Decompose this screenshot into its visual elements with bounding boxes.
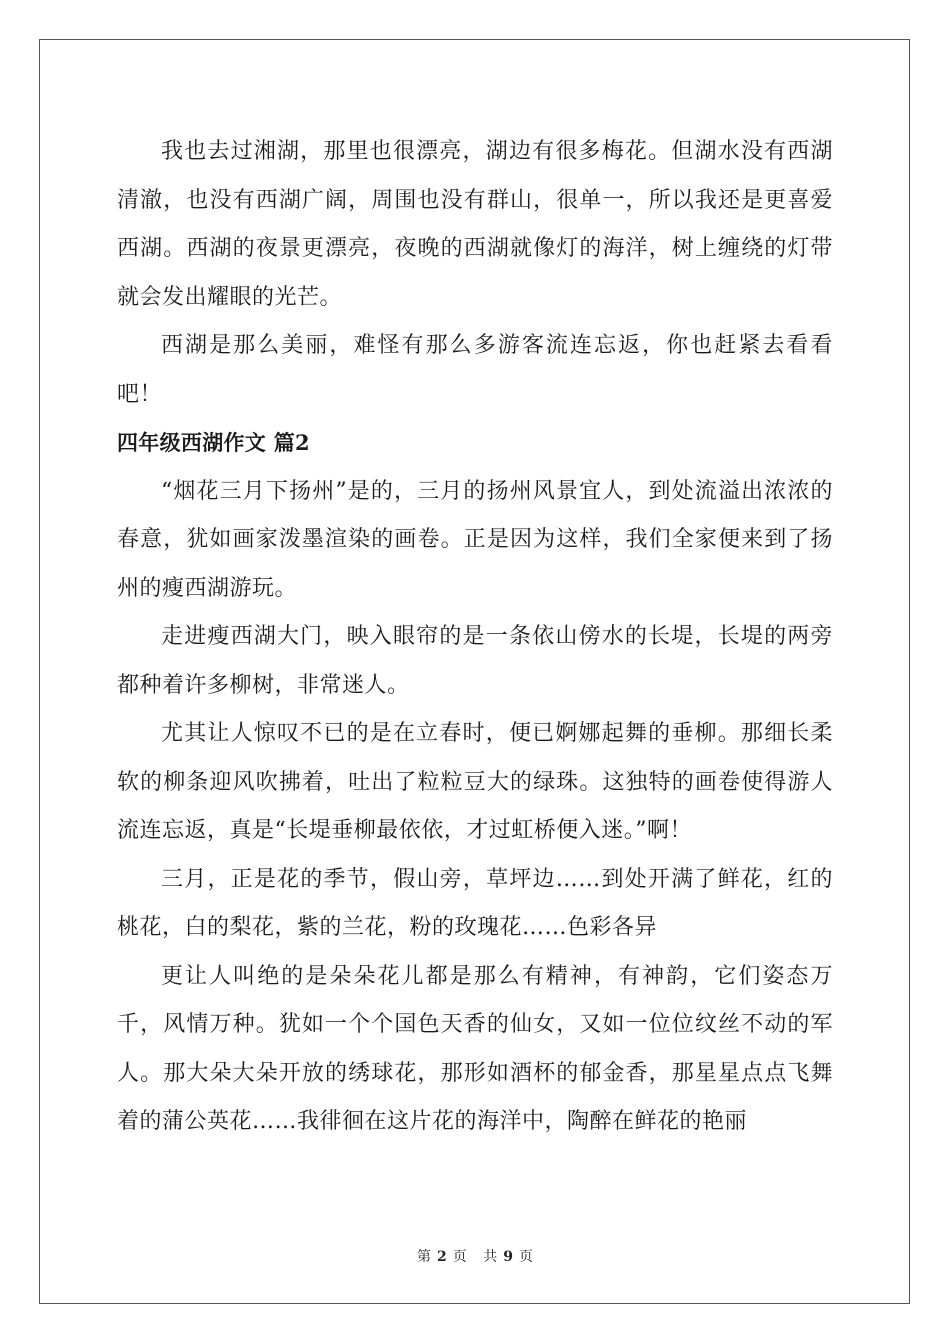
document-body [117, 128, 833, 1147]
paragraph: 尤其让人惊叹不已的是在立春时，便已婀娜起舞的垂柳。那细长柔软的柳条迎风吹拂着，吐出了粒粒豆大的绿珠。这独特的画卷使得游人流连忘返，真是“长堤垂柳最依依，才过虹桥便入迷。”啊！ [117, 721, 833, 843]
paragraph: 三月，正是花的季节，假山旁，草坪边……到处开满了鲜花，红的桃花，白的梨花，紫的兰花，粉的玫瑰花……色彩各异 [117, 866, 833, 940]
paragraph: “烟花三月下扬州”是的，三月的扬州风景宜人，到处流溢出浓浓的春意，犹如画家泼墨渲染的画卷。正是因为这样，我们全家便来到了扬州的瘦西湖游玩。 [117, 478, 833, 601]
section-heading: 四年级西湖作文 篇2 [117, 430, 310, 455]
page-number: 第 2 页 [417, 1249, 467, 1265]
paragraph: 我也去过湘湖，那里也很漂亮，湖边有很多梅花。但湖水没有西湖清澈，也没有西湖广阔，周围也没有群山，很单一，所以我还是更喜爱西湖。西湖的夜景更漂亮，夜晚的西湖就像灯的海洋，树上缠绕的灯带就会发出耀眼的光芒。 [117, 139, 833, 310]
paragraph: 走进瘦西湖大门，映入眼帘的是一条依山傍水的长堤，长堤的两旁都种着许多柳树，非常迷人。 [117, 624, 833, 698]
paragraph: 西湖是那么美丽，难怪有那么多游客流连忘返，你也赶紧去看看吧！ [117, 333, 833, 407]
page-total: 共 9 页 [483, 1249, 533, 1265]
page-footer [0, 1246, 950, 1266]
paragraph: 更让人叫绝的是朵朵花儿都是那么有精神，有神韵，它们姿态万千，风情万种。犹如一个个国色天香的仙女，又如一位位纹丝不动的军人。那大朵大朵开放的绣球花，那形如酒杯的郁金香，那星星点点飞舞着的蒲公英花……我徘徊在这片花的海洋中，陶醉在鲜花的艳丽 [117, 963, 833, 1134]
